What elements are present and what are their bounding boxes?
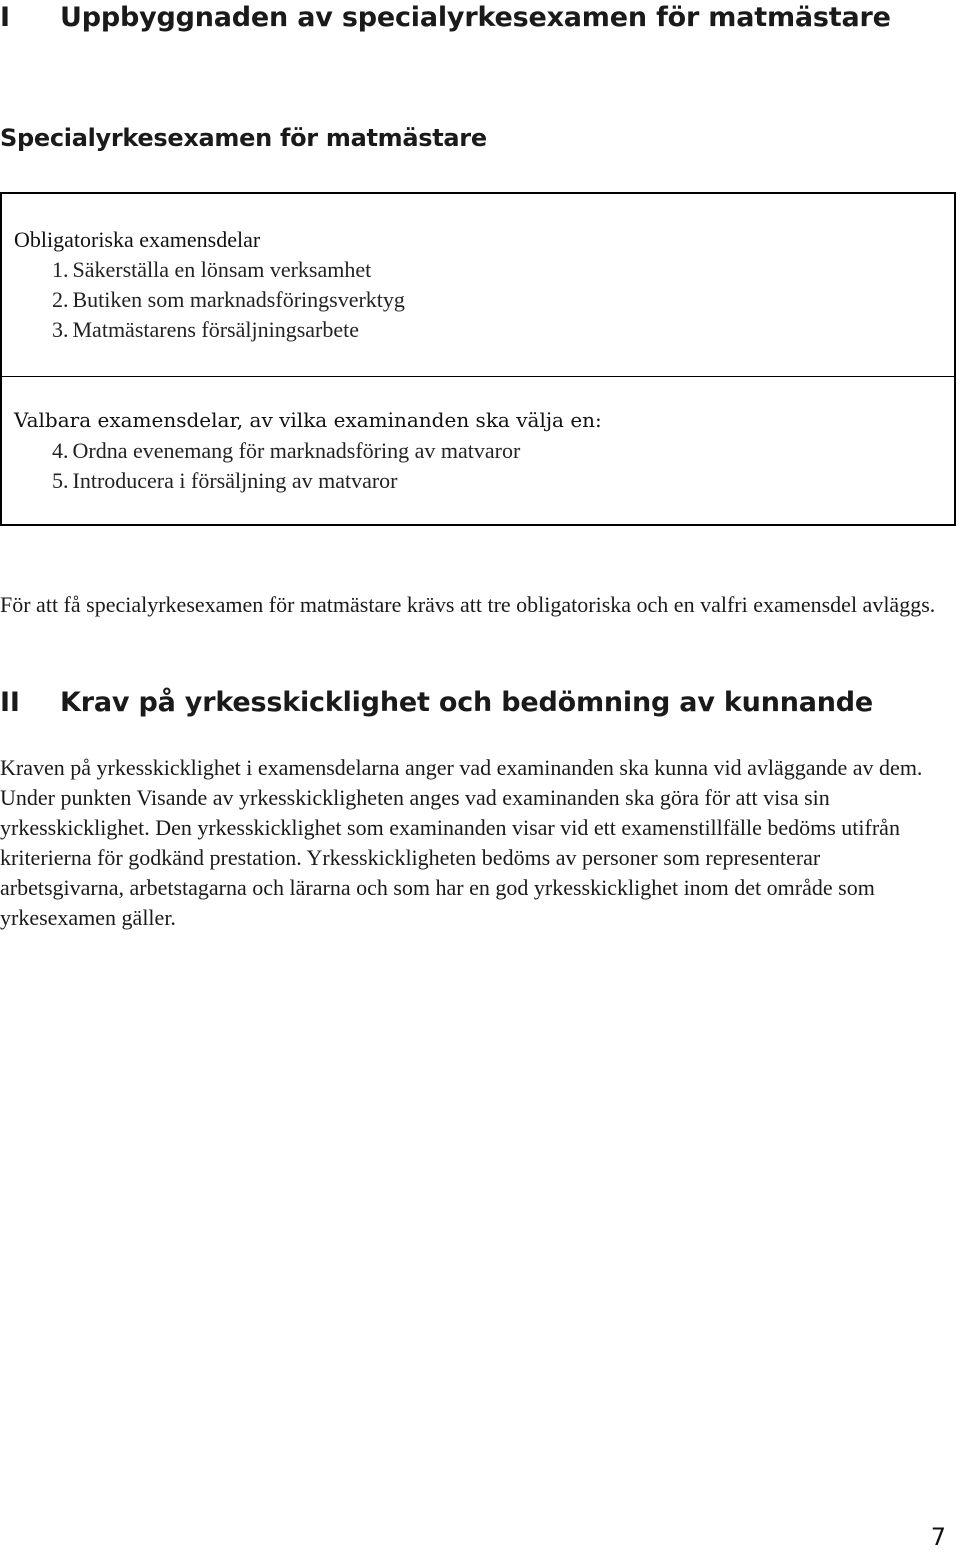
mandatory-parts-section xyxy=(2,194,954,377)
optional-parts-list xyxy=(52,436,520,496)
optional-parts-heading: Valbara examensdelar, av vilka examinanden ska välja en: xyxy=(14,408,602,432)
part-label: Butiken som marknadsföringsverktyg xyxy=(72,287,405,312)
section-title: Uppbyggnaden av specialyrkesexamen för matmästare xyxy=(60,2,891,33)
list-item xyxy=(52,255,405,285)
mandatory-parts-heading: Obligatoriska examensdelar xyxy=(14,227,261,252)
section-number: I xyxy=(0,2,10,33)
part-number: 1. xyxy=(52,257,69,282)
mandatory-parts-list xyxy=(52,255,405,345)
part-number: 4. xyxy=(52,438,69,463)
page-number: 7 xyxy=(930,1523,946,1551)
list-item xyxy=(52,285,405,315)
requirement-paragraph: För att få specialyrkesexamen för matmästare krävs att tre obligatoriska och en valfri examensdel avläggs. xyxy=(0,592,936,617)
part-label: Säkerställa en lönsam verksamhet xyxy=(72,257,372,282)
list-item xyxy=(52,315,405,345)
list-item xyxy=(52,436,520,466)
section-title: Krav på yrkesskicklighet och bedömning av kunnande xyxy=(60,687,874,718)
section-heading-2 xyxy=(0,686,873,720)
section-heading-1 xyxy=(0,1,891,35)
assessment-paragraph: Kraven på yrkesskicklighet i examensdelarna anger vad examinanden ska kunna vid avläggande av dem. Under punkten Visande av yrkesskickligheten anges vad examinanden ska göra för att visa sin yrkesskicklighet. Den yrkesskicklighet som examinanden visar vid ett examenstillfälle bedöms utifrån kriterierna för godkänd prestation. Yrkesskickligheten bedöms av personer som representerar arbetsgivarna, arbetstagarna och lärarna och som har en god yrkesskicklighet inom det område som yrkesexamen gäller. xyxy=(0,755,923,930)
qualification-title: Specialyrkesexamen för matmästare xyxy=(0,124,487,152)
part-number: 5. xyxy=(52,468,69,493)
part-label: Ordna evenemang för marknadsföring av matvaror xyxy=(72,438,521,463)
optional-parts-section xyxy=(2,377,954,524)
part-label: Introducera i försäljning av matvaror xyxy=(72,468,398,493)
part-number: 3. xyxy=(52,317,69,342)
list-item xyxy=(52,466,520,496)
part-label: Matmästarens försäljningsarbete xyxy=(72,317,360,342)
section-number: II xyxy=(0,687,20,718)
part-number: 2. xyxy=(52,287,69,312)
exam-parts-table xyxy=(0,192,956,526)
